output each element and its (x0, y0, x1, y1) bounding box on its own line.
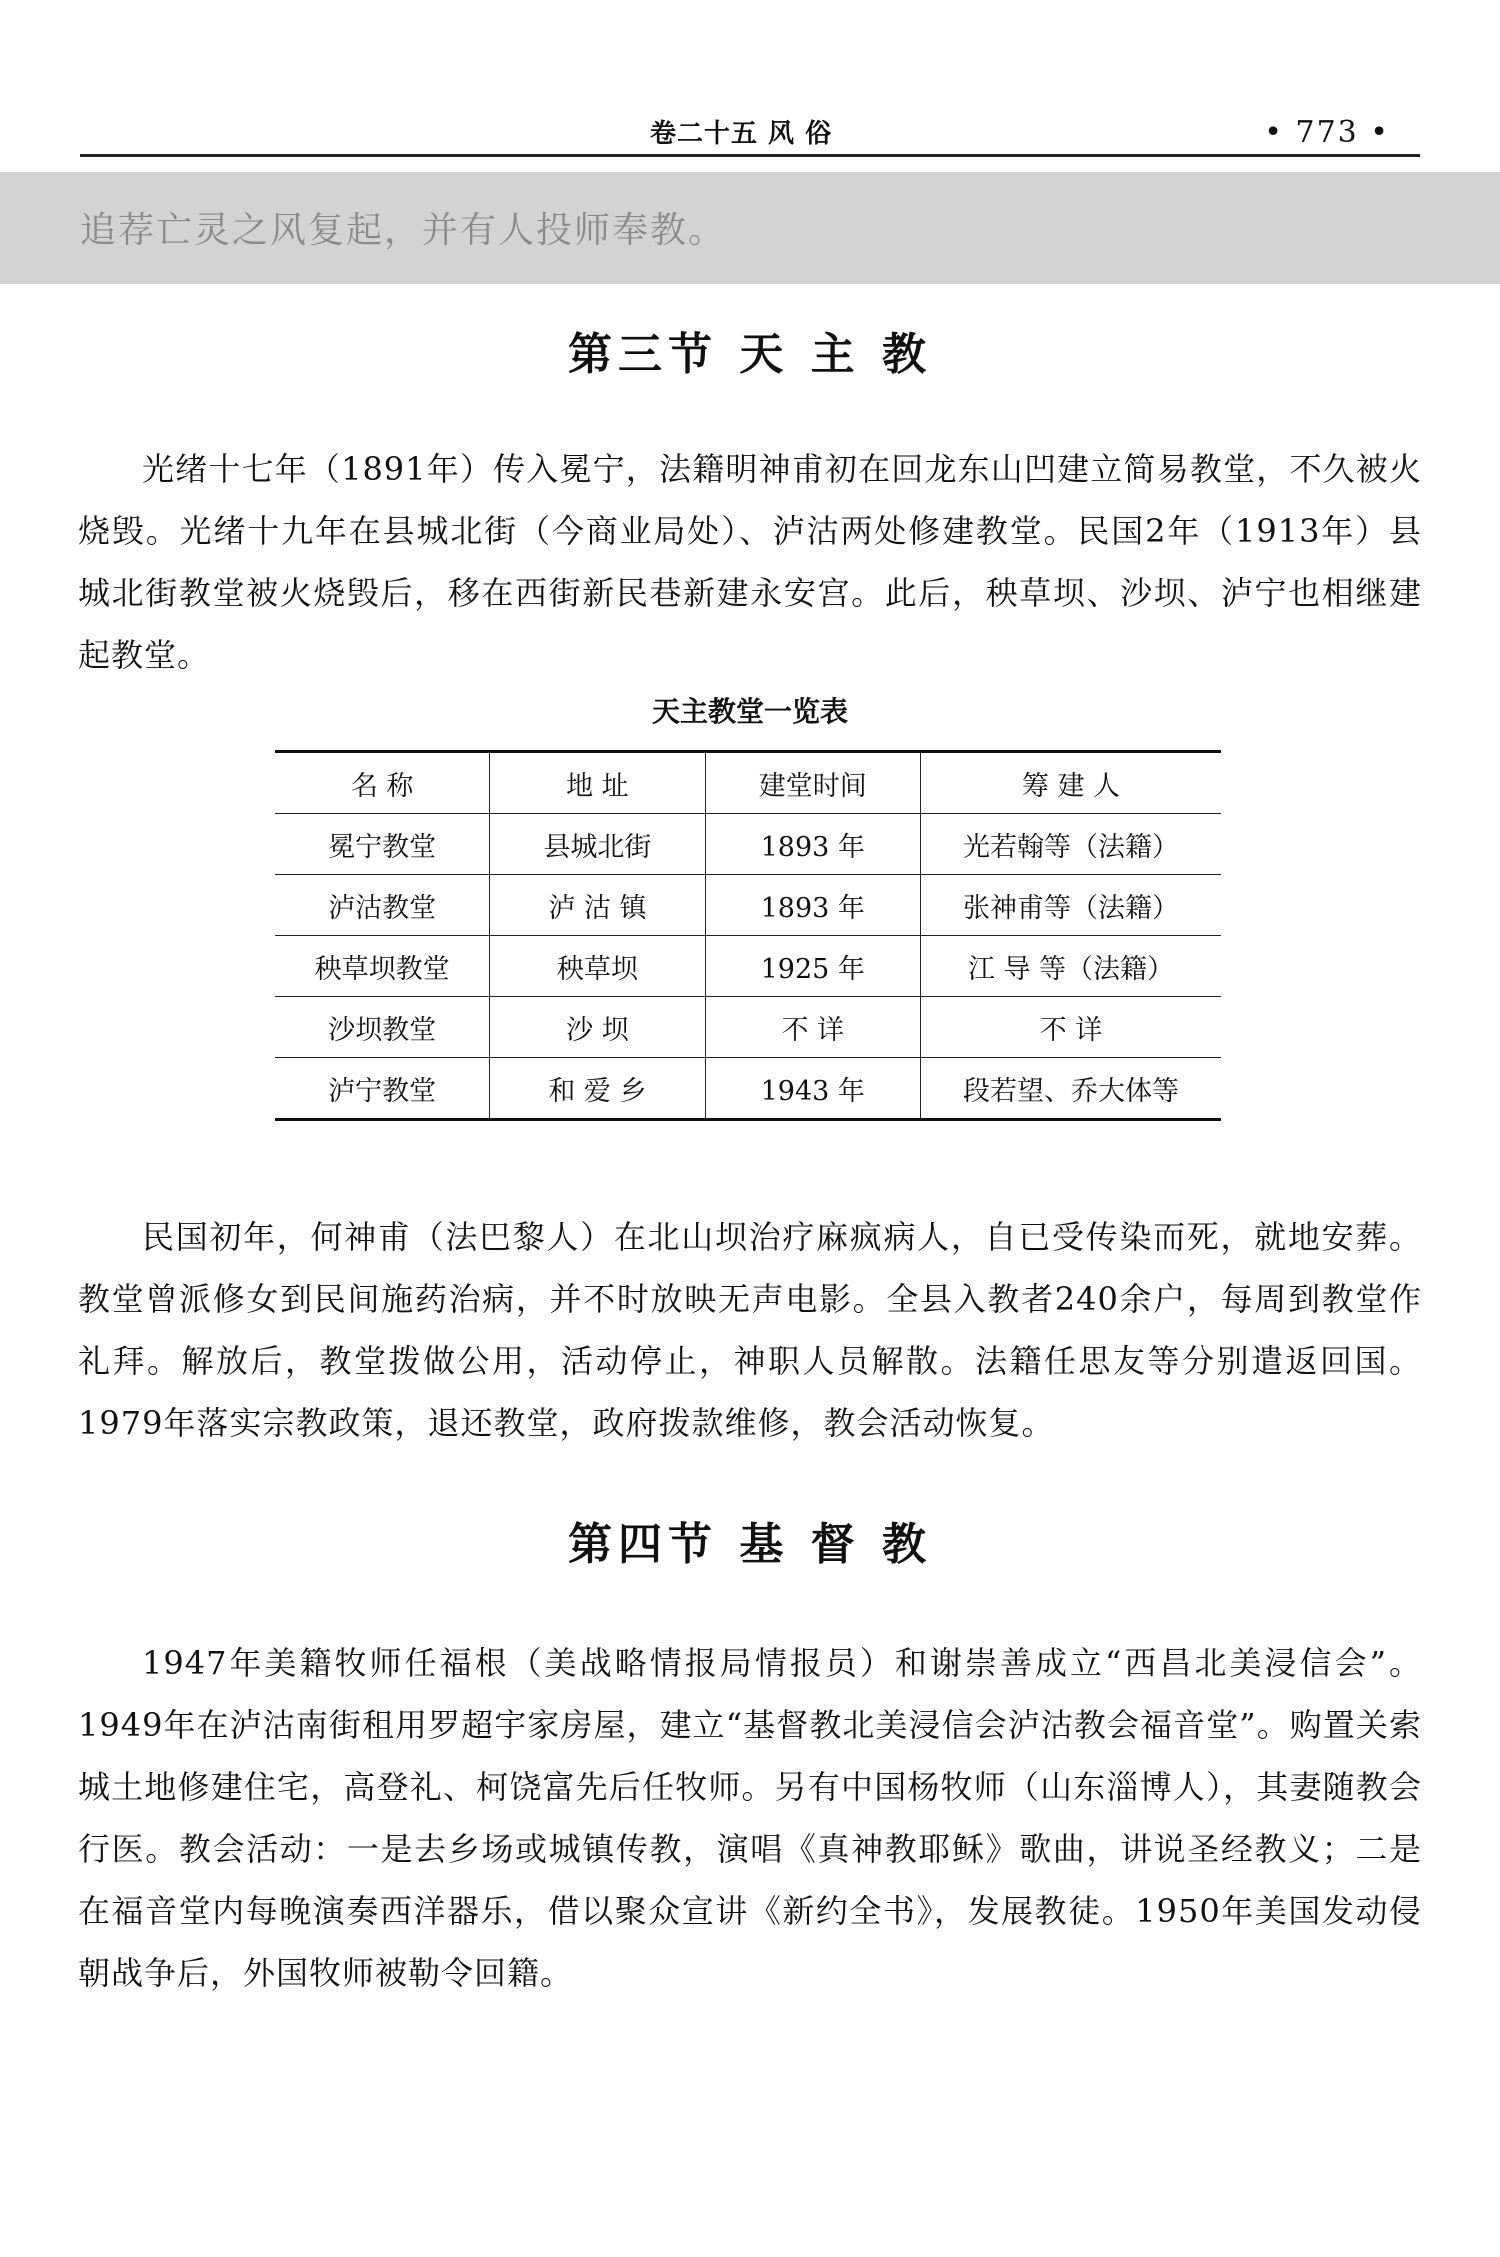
cell-address: 秧草坝 (490, 936, 705, 997)
section-title-catholicism: 第三节 天 主 教 (568, 329, 932, 380)
continued-text: 追荐亡灵之风复起，并有人投师奉教。 (80, 210, 727, 251)
cell-name: 泸沽教堂 (275, 875, 490, 936)
church-table (275, 750, 1221, 1121)
cell-founder: 光若翰等（法籍） (920, 814, 1221, 875)
cell-name: 秧草坝教堂 (275, 936, 490, 997)
paragraph-catholic-history: 光绪十七年（1891年）传入冕宁，法籍明神甫初在回龙东山凹建立简易教堂，不久被火烧毁。光绪十九年在县城北街（今商业局处）、泸沽两处修建教堂。民国2年（1913年）县城北街教堂被火烧毁后，移在西街新民巷新建永安宫。此后，秧草坝、沙坝、泸宁也相继建起教堂。 (78, 450, 1422, 674)
faded-text-band (0, 172, 1500, 284)
table-caption: 天主教堂一览表 (651, 695, 848, 728)
column-header-founder: 筹 建 人 (920, 752, 1221, 814)
table-row (275, 1058, 1221, 1120)
cell-address: 和 爱 乡 (490, 1058, 705, 1120)
paragraph-protestant-history: 1947年美籍牧师任福根（美战略情报局情报员）和谢崇善成立“西昌北美浸信会”。1949年在泸沽南街租用罗超宇家房屋，建立“基督教北美浸信会泸沽教会福音堂”。购置关索城土地修建住宅，高登礼、柯饶富先后任牧师。另有中国杨牧师（山东淄博人），其妻随教会行医。教会活动：一是去乡场或城镇传教，演唱《真神教耶稣》歌曲，讲说圣经教义；二是在福音堂内每晚演奏西洋器乐，借以聚众宣讲《新约全书》，发展教徒。1950年美国发动侵朝战争后，外国牧师被勒令回籍。 (78, 1644, 1422, 1992)
cell-name: 泸宁教堂 (275, 1058, 490, 1120)
cell-founder: 不 详 (920, 997, 1221, 1058)
column-header-address: 地 址 (490, 752, 705, 814)
column-header-built-time: 建堂时间 (705, 752, 920, 814)
table-row (275, 997, 1221, 1058)
table-row (275, 875, 1221, 936)
cell-built-time: 1893 年 (705, 814, 920, 875)
cell-built-time: 1943 年 (705, 1058, 920, 1120)
page-number: • 773 • (1264, 115, 1390, 150)
cell-address: 泸 沽 镇 (490, 875, 705, 936)
cell-name: 沙坝教堂 (275, 997, 490, 1058)
cell-built-time: 1925 年 (705, 936, 920, 997)
cell-address: 县城北街 (490, 814, 705, 875)
cell-name: 冕宁教堂 (275, 814, 490, 875)
column-header-name: 名 称 (275, 752, 490, 814)
cell-founder: 江 导 等（法籍） (920, 936, 1221, 997)
cell-founder: 张神甫等（法籍） (920, 875, 1221, 936)
table-row (275, 936, 1221, 997)
page-header (80, 115, 1420, 157)
table-row (275, 814, 1221, 875)
cell-address: 沙 坝 (490, 997, 705, 1058)
cell-built-time: 1893 年 (705, 875, 920, 936)
table-header-row (275, 752, 1221, 814)
section-title-protestantism: 第四节 基 督 教 (568, 1519, 932, 1570)
cell-founder: 段若望、乔大体等 (920, 1058, 1221, 1120)
paragraph-catholic-later: 民国初年，何神甫（法巴黎人）在北山坝治疗麻疯病人，自已受传染而死，就地安葬。教堂曾派修女到民间施药治病，并不时放映无声电影。全县入教者240余户，每周到教堂作礼拜。解放后，教堂拨做公用，活动停止，神职人员解散。法籍任思友等分别遣返回国。1979年落实宗教政策，退还教堂，政府拨款维修，教会活动恢复。 (78, 1218, 1422, 1442)
chapter-title: 卷二十五 风 俗 (650, 119, 833, 149)
cell-built-time: 不 详 (705, 997, 920, 1058)
